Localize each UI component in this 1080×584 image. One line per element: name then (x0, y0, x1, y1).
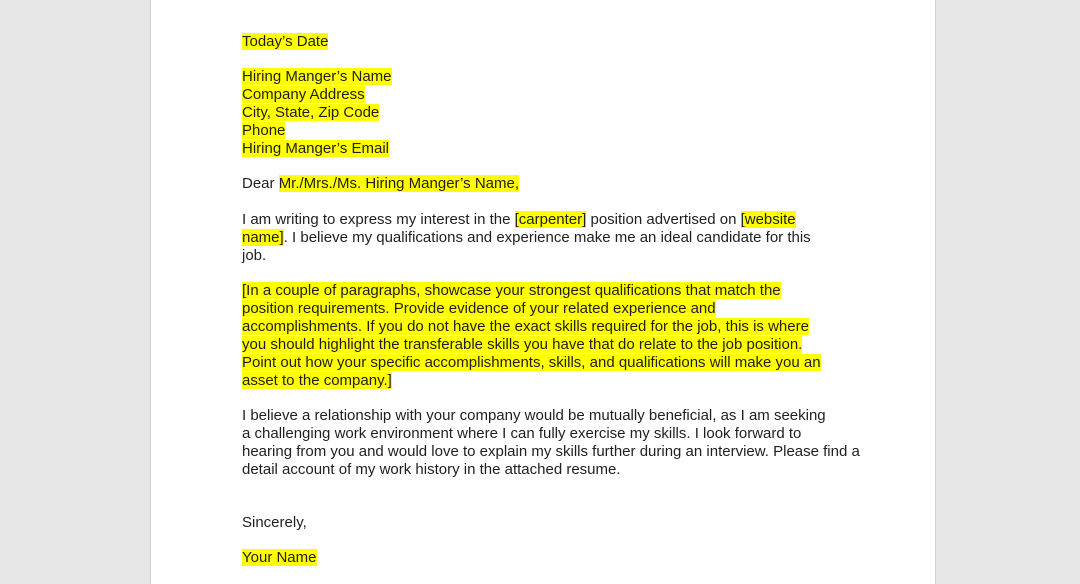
body-placeholder-line (242, 282, 781, 300)
intro-line-1 (242, 211, 796, 229)
closing-paragraph-line (242, 407, 826, 425)
recipient-name-line (242, 68, 392, 86)
body-placeholder-text: [In a couple of paragraphs, showcase your strongest qualifications that match the (242, 282, 781, 299)
salutation-name: Mr./Mrs./Ms. Hiring Manger’s Name, (278, 175, 520, 192)
body-placeholder-text: you should highlight the transferable skills you have that do relate to the job position. (242, 336, 803, 353)
recipient-address-line (242, 86, 365, 104)
signature-line (242, 549, 317, 567)
body-placeholder-text: position requirements. Provide evidence of your related experience and (242, 300, 716, 317)
intro-text-2: . I believe my qualifications and experience make me an ideal candidate for this (283, 229, 811, 246)
date-line (242, 33, 328, 51)
recipient-email-line (242, 140, 389, 158)
closing-paragraph-text: I believe a relationship with your company would be mutually beneficial, as I am seeking (242, 407, 826, 424)
document-page (150, 0, 936, 584)
recipient-email: Hiring Manger’s Email (242, 140, 389, 157)
recipient-city-state-zip: City, State, Zip Code (242, 104, 380, 121)
intro-text-3: job. (242, 247, 267, 264)
body-placeholder-text: Point out how your specific accomplishments, skills, and qualifications will make you an (242, 354, 821, 371)
recipient-city-line (242, 104, 379, 122)
position-placeholder: [carpenter] (514, 211, 587, 228)
body-placeholder-text: accomplishments. If you do not have the exact skills required for the job, this is where (242, 318, 809, 335)
body-placeholder-line (242, 318, 809, 336)
recipient-phone-line (242, 122, 285, 140)
intro-line-2 (242, 229, 811, 247)
body-placeholder-line (242, 336, 802, 354)
date-placeholder: Today’s Date (242, 33, 329, 50)
salutation-prefix: Dear (242, 175, 279, 192)
recipient-name: Hiring Manger’s Name (242, 68, 392, 85)
intro-line-3 (242, 247, 266, 265)
closing-paragraph-line (242, 425, 801, 443)
intro-text-1b: position advertised on (586, 211, 741, 228)
signoff: Sincerely, (242, 514, 307, 531)
closing-paragraph-text: a challenging work environment where I can fully exercise my skills. I look forward to (242, 425, 802, 442)
website-placeholder-part2: name] (242, 229, 284, 246)
body-placeholder-line (242, 354, 821, 372)
signoff-line (242, 514, 307, 532)
body-placeholder-text: asset to the company.] (242, 372, 392, 389)
closing-paragraph-line (242, 461, 621, 479)
recipient-phone: Phone (242, 122, 286, 139)
intro-text-1a: I am writing to express my interest in the (242, 211, 515, 228)
body-placeholder-line (242, 372, 392, 390)
closing-paragraph-text: hearing from you and would love to explain my skills further during an interview. Please find a (242, 443, 860, 460)
body-placeholder-line (242, 300, 716, 318)
recipient-address: Company Address (242, 86, 365, 103)
closing-paragraph-text: detail account of my work history in the attached resume. (242, 461, 621, 478)
closing-paragraph-line (242, 443, 860, 461)
salutation-line (242, 175, 519, 193)
website-placeholder-part1: [website (740, 211, 796, 228)
signature-placeholder: Your Name (242, 549, 317, 566)
